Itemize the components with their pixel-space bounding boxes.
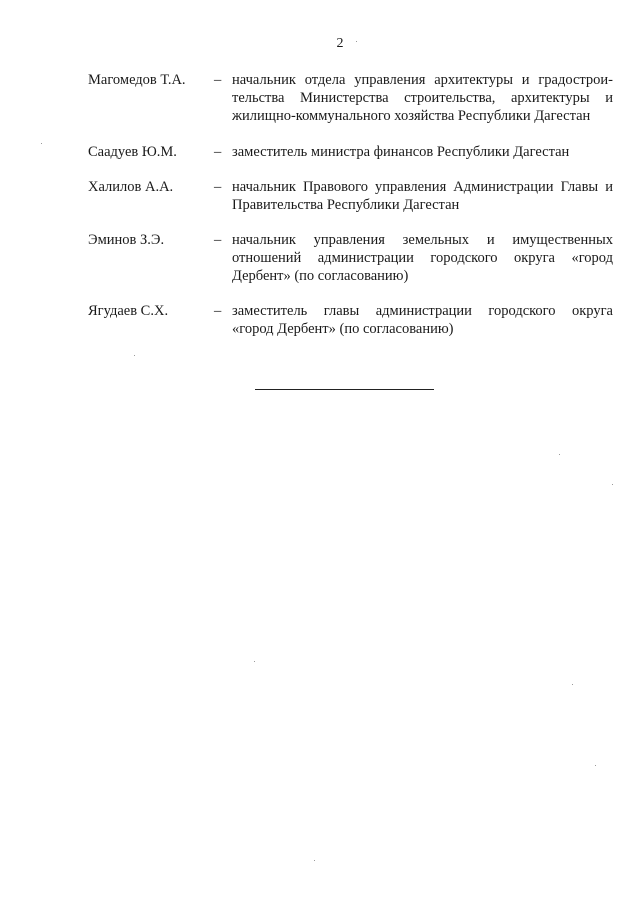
- member-position: [232, 71, 613, 125]
- member-dash: –: [214, 303, 222, 319]
- commission-member-list: [0, 71, 640, 338]
- member-position-line: Дербент» (по согласованию): [232, 268, 409, 284]
- member-position-line: отношений администрации городского округа «город: [232, 250, 613, 266]
- member-position-line: Правительства Республики Дагестан: [232, 197, 460, 213]
- member-dash: –: [214, 232, 222, 248]
- member-dash: –: [214, 179, 222, 195]
- member-position-line: заместитель главы администрации городского округа: [232, 303, 613, 319]
- member-position: [232, 302, 613, 338]
- scan-speck: [254, 661, 255, 662]
- scan-speck: [595, 765, 596, 766]
- member-name: Ягудаев С.Х.: [88, 303, 169, 319]
- page-number: 2: [336, 36, 344, 51]
- member-position-line: тельства Министерства строительства, архитектуры и: [232, 90, 613, 106]
- member-position-line: начальник управления земельных и имущественных: [232, 232, 613, 248]
- member-entry: [0, 178, 640, 214]
- member-position: [232, 143, 613, 161]
- member-position-line: заместитель министра финансов Республики Дагестан: [232, 144, 570, 160]
- scan-speck: [134, 355, 135, 356]
- member-dash: –: [214, 72, 222, 88]
- member-name: Саадуев Ю.М.: [88, 144, 177, 160]
- member-entry: [0, 302, 640, 338]
- member-name: Халилов А.А.: [88, 179, 174, 195]
- scan-speck: [41, 143, 42, 144]
- member-position: [232, 178, 613, 214]
- scan-speck: [572, 684, 573, 685]
- scan-speck: [612, 484, 613, 485]
- scan-speck: [356, 41, 357, 42]
- closing-separator-line: [255, 389, 434, 390]
- member-name: Магомедов Т.А.: [88, 72, 186, 88]
- member-position-line: «город Дербент» (по согласованию): [232, 321, 454, 337]
- member-position-line: начальник Правового управления Администрации Главы и: [232, 179, 613, 195]
- scan-speck: [559, 454, 560, 455]
- member-position: [232, 231, 613, 285]
- member-dash: –: [214, 144, 222, 160]
- member-position-line: жилищно-коммунального хозяйства Республики Дагестан: [232, 108, 591, 124]
- member-name: Эминов З.Э.: [88, 232, 165, 248]
- member-entry: [0, 143, 640, 161]
- scan-speck: [314, 860, 315, 861]
- member-entry: [0, 71, 640, 125]
- member-entry: [0, 231, 640, 285]
- member-position-line: начальник отдела управления архитектуры и градострои-: [232, 72, 613, 88]
